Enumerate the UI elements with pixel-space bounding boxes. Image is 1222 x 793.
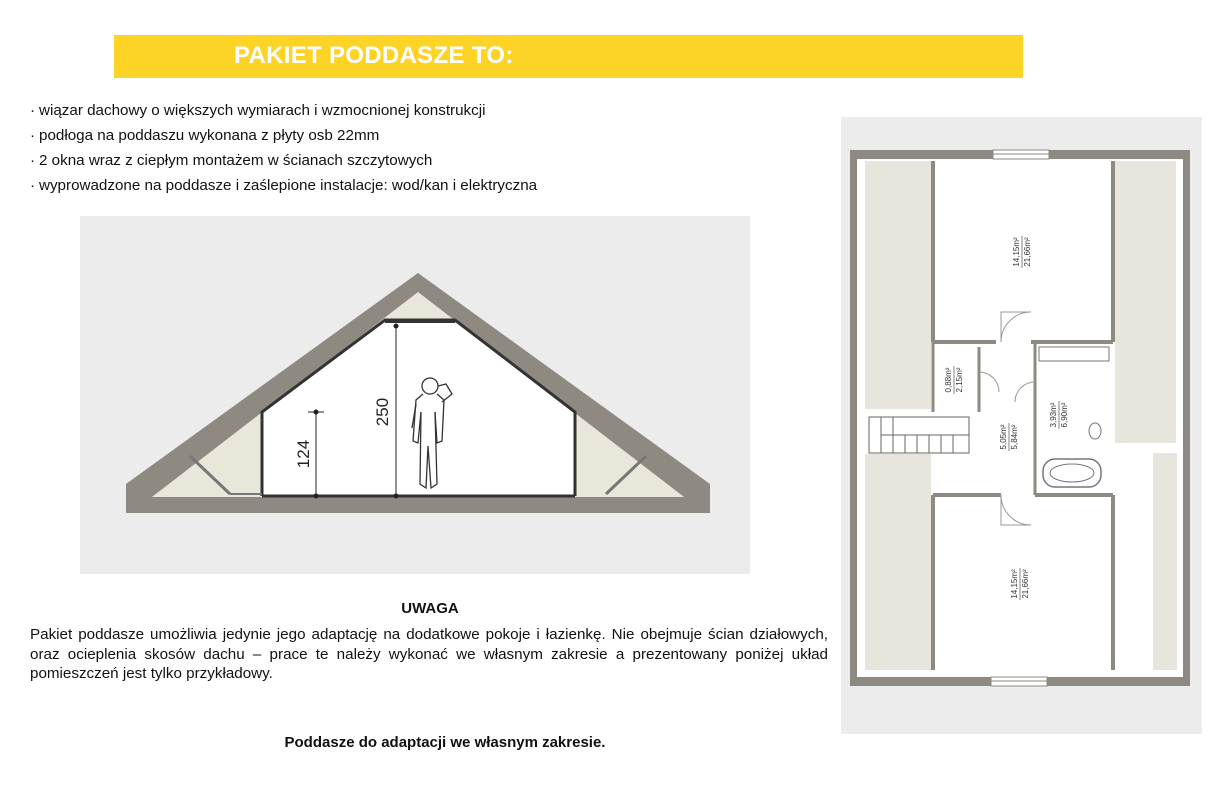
closing-statement: Poddasze do adaptacji we własnym zakresie.	[284, 734, 606, 751]
feature-list	[30, 98, 537, 198]
note-body: Pakiet poddasze umożliwia jedynie jego adaptację na dodatkowe pokoje i łazienkę. Nie obejmuje ścian działowych, oraz ocieplenia skosów dachu – prace te należy wykonać we własnym zakresie a prezentowany poniżej układ pomieszczeń jest tylko przykładowy.	[30, 626, 828, 682]
list-item: · wyprowadzone na poddasze i zaślepione instalacje: wod/kan i elektryczna	[30, 177, 538, 194]
room-bottom-area1: 14,15m²	[1010, 569, 1019, 599]
roof-section-drawing	[80, 216, 750, 574]
floor-plan-drawing	[841, 117, 1202, 734]
room-bath-area1: 3,93m²	[1049, 402, 1058, 428]
room-top-area1: 14,15m²	[1012, 237, 1021, 267]
room-small-area2: 2,15m²	[955, 367, 964, 393]
room-hall-area2: 5,84m²	[1010, 424, 1019, 450]
dimension-250-label: 250	[373, 397, 392, 427]
room-top-area2: 21,66m²	[1023, 237, 1032, 267]
page-title: PAKIET PODDASZE TO:	[234, 42, 514, 69]
dimension-124-label: 124	[294, 439, 313, 469]
room-bath-area2: 6,90m²	[1060, 402, 1069, 428]
list-item: · podłoga na poddaszu wykonana z płyty osb 22mm	[30, 127, 380, 144]
list-item: · wiązar dachowy o większych wymiarach i wzmocnionej konstrukcji	[30, 102, 486, 119]
room-small-area1: 0,88m²	[944, 367, 953, 393]
note-title: UWAGA	[401, 600, 459, 617]
header-banner	[114, 35, 1023, 78]
room-bottom-area2: 21,66m²	[1021, 569, 1030, 599]
room-hall-area1: 5,05m²	[999, 424, 1008, 450]
list-item: · 2 okna wraz z ciepłym montażem w ścianach szczytowych	[30, 152, 433, 169]
